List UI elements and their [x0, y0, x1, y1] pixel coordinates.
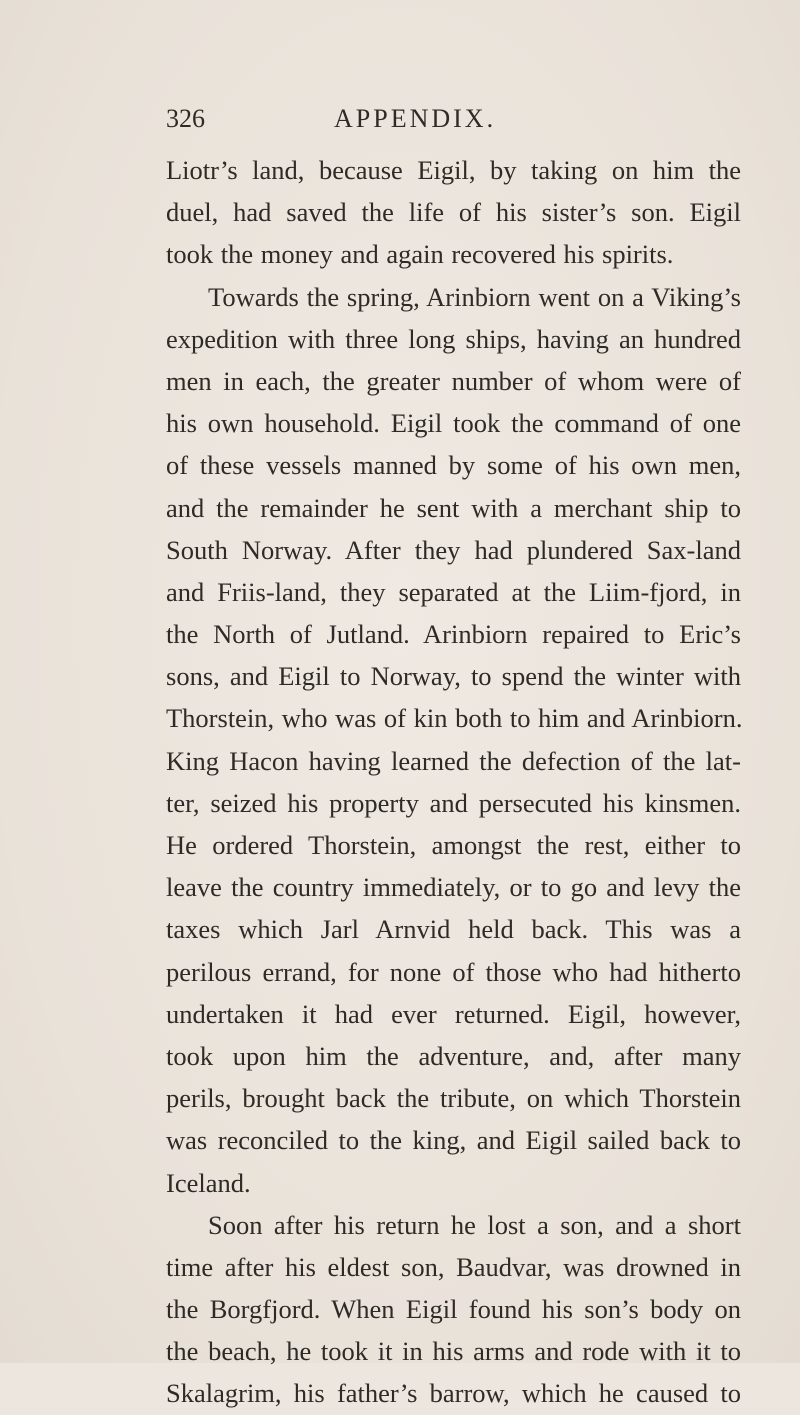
- text-line: undertaken it had ever returned. Eigil, however,: [166, 998, 741, 1029]
- text-line: perils, brought back the tribute, on which Thorstein: [166, 1083, 741, 1114]
- text-line: sons, and Eigil to Norway, to spend the winter with: [166, 661, 741, 692]
- text-line: Iceland.: [166, 1167, 251, 1198]
- text-line: the North of Jutland. Arinbiorn repaired to Eric’s: [166, 619, 741, 650]
- text-line: duel, had saved the life of his sister’s son. Eigil: [166, 197, 741, 228]
- text-line: Skalagrim, his father’s barrow, which he caused to: [166, 1378, 741, 1409]
- text-line: Thorstein, who was of kin both to him and Arinbiorn.: [166, 703, 743, 734]
- text-line: perilous errand, for none of those who had hitherto: [166, 956, 741, 987]
- text-line: time after his eldest son, Baudvar, was drowned in: [166, 1251, 741, 1282]
- text-line: took the money and again recovered his spirits.: [166, 239, 674, 270]
- text-line: King Hacon having learned the defection of the lat-: [166, 745, 741, 776]
- text-line: expedition with three long ships, having an hundred: [166, 323, 741, 354]
- text-line: taxes which Jarl Arnvid held back. This was a: [166, 914, 741, 945]
- text-line: and Friis-land, they separated at the Liim-fjord, in: [166, 576, 741, 607]
- running-head: [166, 104, 756, 138]
- text-line: was reconciled to the king, and Eigil sailed back to: [166, 1125, 741, 1156]
- text-line: the beach, he took it in his arms and rode with it to: [166, 1336, 741, 1367]
- text-line: of these vessels manned by some of his own men,: [166, 450, 741, 481]
- text-line: South Norway. After they had plundered Sax-land: [166, 534, 741, 565]
- text-line: He ordered Thorstein, amongst the rest, either to: [166, 830, 741, 860]
- text-line: the Borgfjord. When Eigil found his son’s body on: [166, 1294, 741, 1325]
- body-text: [166, 149, 741, 1415]
- text-line: took upon him the adventure, and, after many: [166, 1040, 741, 1071]
- paragraph-start-line: Towards the spring, Arinbiorn went on a Viking’s: [208, 281, 741, 312]
- text-line: his own household. Eigil took the command of one: [166, 408, 741, 439]
- running-title: APPENDIX.: [334, 104, 497, 133]
- text-line: and the remainder he sent with a merchant ship to: [166, 492, 741, 523]
- text-line: leave the country immediately, or to go and levy the: [166, 872, 741, 903]
- paragraph-start-line: Soon after his return he lost a son, and a short: [208, 1209, 741, 1240]
- text-line: Liotr’s land, because Eigil, by taking on him the: [166, 155, 741, 185]
- text-line: men in each, the greater number of whom were of: [166, 365, 741, 396]
- page-number: 326: [166, 104, 205, 133]
- text-line: ter, seized his property and persecuted his kinsmen.: [166, 787, 741, 818]
